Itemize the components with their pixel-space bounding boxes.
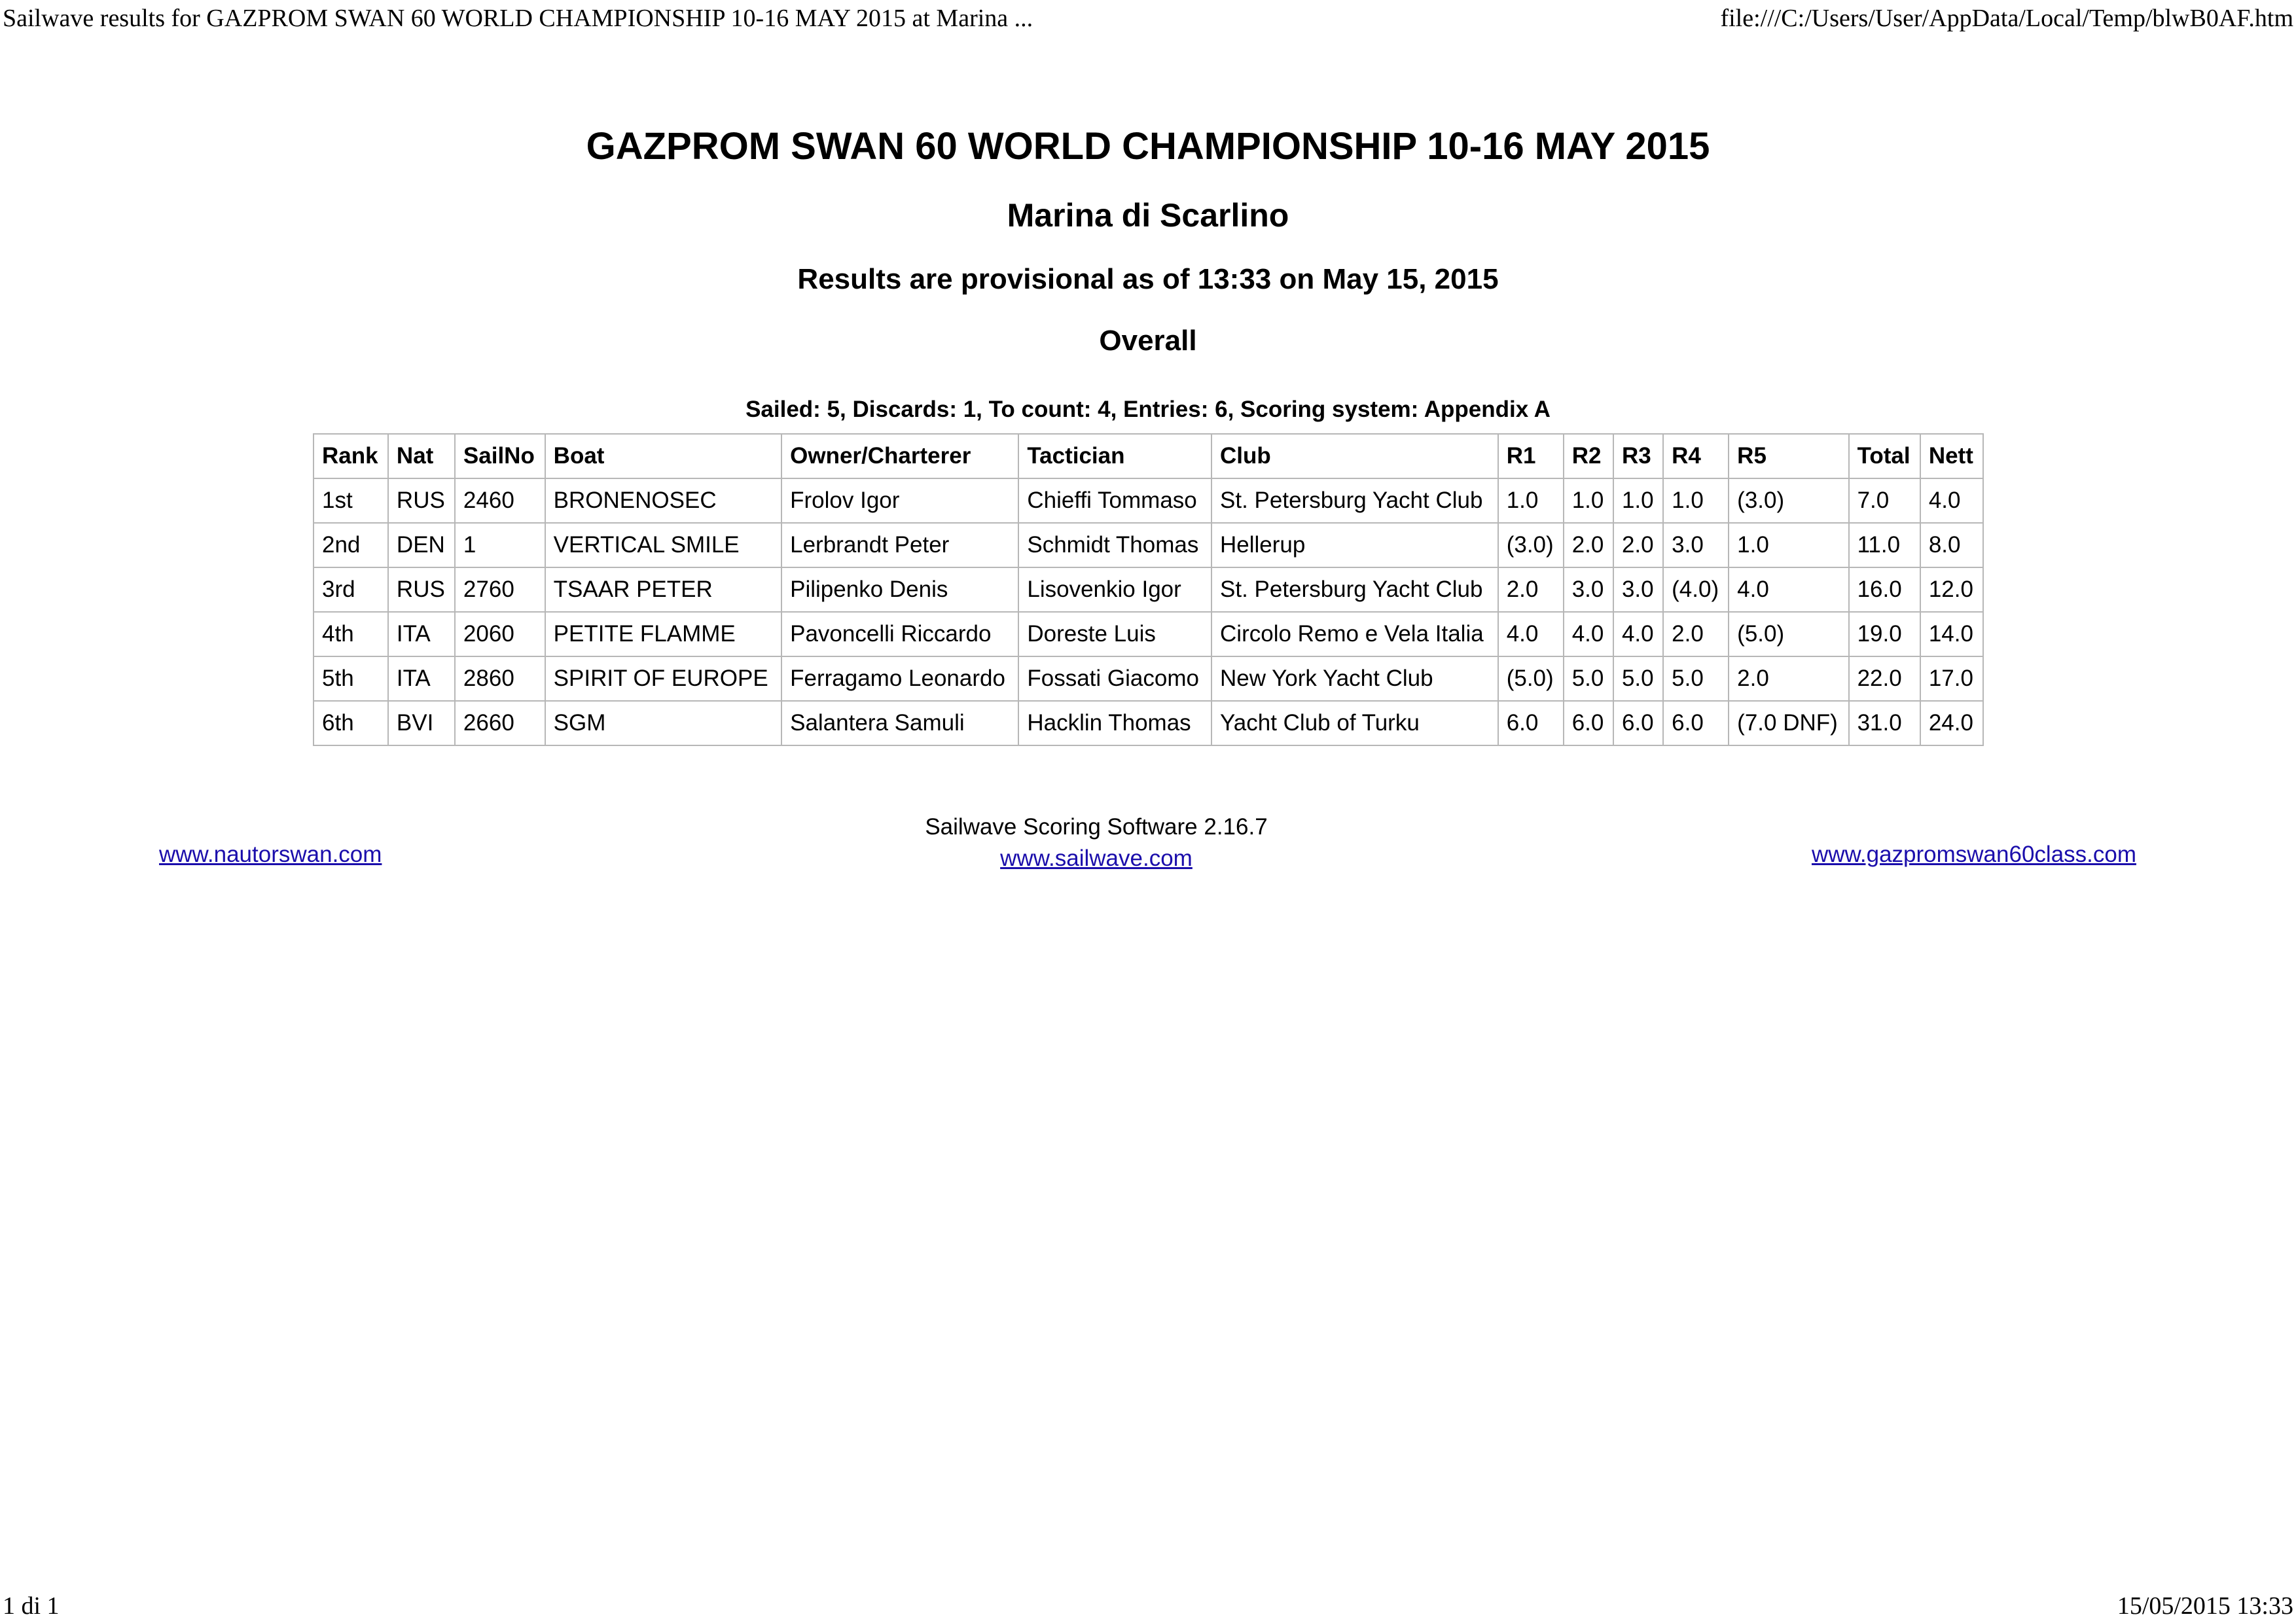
print-header-url: file:///C:/Users/User/AppData/Local/Temp/blwB0AF.htm — [1720, 5, 2293, 32]
cell-owner: Salantera Samuli — [781, 701, 1018, 745]
cell-r4: 2.0 — [1663, 612, 1729, 656]
cell-r1: 6.0 — [1498, 701, 1564, 745]
results-status: Results are provisional as of 13:33 on May 15, 2015 — [797, 263, 1499, 295]
print-header-title: Sailwave results for GAZPROM SWAN 60 WORLD CHAMPIONSHIP 10-16 MAY 2015 at Marina ... — [3, 5, 1033, 32]
cell-total: 22.0 — [1849, 656, 1920, 701]
cell-rank: 4th — [314, 612, 388, 656]
cell-r5: (5.0) — [1729, 612, 1848, 656]
cell-total: 19.0 — [1849, 612, 1920, 656]
cell-rank: 3rd — [314, 567, 388, 612]
series-summary: Sailed: 5, Discards: 1, To count: 4, Entries: 6, Scoring system: Appendix A — [745, 397, 1551, 422]
cell-club: Circolo Remo e Vela Italia — [1211, 612, 1498, 656]
cell-rank: 2nd — [314, 523, 388, 567]
cell-boat: TSAAR PETER — [545, 567, 781, 612]
venue-heading: Marina di Scarlino — [1007, 197, 1289, 234]
cell-r2: 3.0 — [1564, 567, 1613, 612]
cell-nett: 17.0 — [1920, 656, 1983, 701]
cell-nat: ITA — [388, 656, 455, 701]
cell-r4: 1.0 — [1663, 478, 1729, 523]
header-total: Total — [1849, 434, 1920, 478]
header-r2: R2 — [1564, 434, 1613, 478]
cell-boat: PETITE FLAMME — [545, 612, 781, 656]
cell-r4: 3.0 — [1663, 523, 1729, 567]
cell-r3: 6.0 — [1613, 701, 1663, 745]
cell-rank: 5th — [314, 656, 388, 701]
cell-sailno: 2760 — [455, 567, 545, 612]
print-timestamp: 15/05/2015 13:33 — [2117, 1592, 2293, 1620]
page-count: 1 di 1 — [3, 1592, 60, 1620]
cell-nett: 8.0 — [1920, 523, 1983, 567]
cell-total: 31.0 — [1849, 701, 1920, 745]
cell-nat: ITA — [388, 612, 455, 656]
cell-r1: 4.0 — [1498, 612, 1564, 656]
cell-sailno: 2660 — [455, 701, 545, 745]
header-r5: R5 — [1729, 434, 1848, 478]
results-body — [314, 478, 1983, 745]
nautorswan-link[interactable]: www.nautorswan.com — [159, 842, 382, 867]
cell-r3: 1.0 — [1613, 478, 1663, 523]
cell-r2: 5.0 — [1564, 656, 1613, 701]
cell-r3: 3.0 — [1613, 567, 1663, 612]
cell-nat: BVI — [388, 701, 455, 745]
software-credit — [920, 812, 1273, 874]
cell-tactician: Doreste Luis — [1018, 612, 1211, 656]
table-row — [314, 612, 1983, 656]
header-r4: R4 — [1663, 434, 1729, 478]
software-version: Sailwave Scoring Software 2.16.7 — [925, 814, 1268, 840]
cell-owner: Pilipenko Denis — [781, 567, 1018, 612]
cell-r3: 5.0 — [1613, 656, 1663, 701]
table-row — [314, 478, 1983, 523]
cell-owner: Frolov Igor — [781, 478, 1018, 523]
cell-r3: 2.0 — [1613, 523, 1663, 567]
cell-total: 16.0 — [1849, 567, 1920, 612]
cell-nat: DEN — [388, 523, 455, 567]
print-header — [0, 4, 2296, 33]
table-row — [314, 656, 1983, 701]
cell-r1: 1.0 — [1498, 478, 1564, 523]
sailwave-link[interactable]: www.sailwave.com — [1000, 846, 1193, 871]
cell-r1: (5.0) — [1498, 656, 1564, 701]
cell-r4: (4.0) — [1663, 567, 1729, 612]
gazpromswan60class-link[interactable]: www.gazpromswan60class.com — [1811, 842, 2136, 867]
cell-tactician: Hacklin Thomas — [1018, 701, 1211, 745]
results-header-row — [314, 434, 1983, 478]
cell-r1: (3.0) — [1498, 523, 1564, 567]
cell-club: New York Yacht Club — [1211, 656, 1498, 701]
section-heading: Overall — [1099, 325, 1197, 357]
cell-r3: 4.0 — [1613, 612, 1663, 656]
cell-total: 7.0 — [1849, 478, 1920, 523]
header-sailno: SailNo — [455, 434, 545, 478]
cell-sailno: 1 — [455, 523, 545, 567]
cell-total: 11.0 — [1849, 523, 1920, 567]
header-r1: R1 — [1498, 434, 1564, 478]
cell-boat: VERTICAL SMILE — [545, 523, 781, 567]
cell-tactician: Schmidt Thomas — [1018, 523, 1211, 567]
cell-nett: 12.0 — [1920, 567, 1983, 612]
cell-club: St. Petersburg Yacht Club — [1211, 567, 1498, 612]
header-nett: Nett — [1920, 434, 1983, 478]
cell-nat: RUS — [388, 567, 455, 612]
header-club: Club — [1211, 434, 1498, 478]
cell-r4: 5.0 — [1663, 656, 1729, 701]
cell-r5: (3.0) — [1729, 478, 1848, 523]
cell-nett: 14.0 — [1920, 612, 1983, 656]
print-footer — [0, 1592, 2296, 1620]
results-table — [313, 433, 1984, 746]
cell-boat: SPIRIT OF EUROPE — [545, 656, 781, 701]
header-nat: Nat — [388, 434, 455, 478]
cell-owner: Pavoncelli Riccardo — [781, 612, 1018, 656]
cell-rank: 6th — [314, 701, 388, 745]
cell-nat: RUS — [388, 478, 455, 523]
cell-r2: 2.0 — [1564, 523, 1613, 567]
table-row — [314, 701, 1983, 745]
cell-r1: 2.0 — [1498, 567, 1564, 612]
cell-boat: SGM — [545, 701, 781, 745]
cell-tactician: Chieffi Tommaso — [1018, 478, 1211, 523]
cell-club: Hellerup — [1211, 523, 1498, 567]
cell-tactician: Lisovenkio Igor — [1018, 567, 1211, 612]
header-rank: Rank — [314, 434, 388, 478]
cell-r2: 4.0 — [1564, 612, 1613, 656]
cell-r5: 1.0 — [1729, 523, 1848, 567]
footer-links — [0, 812, 2296, 877]
cell-sailno: 2060 — [455, 612, 545, 656]
event-title: GAZPROM SWAN 60 WORLD CHAMPIONSHIP 10-16 MAY 2015 — [586, 125, 1710, 168]
header-r3: R3 — [1613, 434, 1663, 478]
cell-r2: 6.0 — [1564, 701, 1613, 745]
cell-boat: BRONENOSEC — [545, 478, 781, 523]
cell-club: Yacht Club of Turku — [1211, 701, 1498, 745]
cell-tactician: Fossati Giacomo — [1018, 656, 1211, 701]
cell-sailno: 2460 — [455, 478, 545, 523]
table-row — [314, 523, 1983, 567]
cell-nett: 24.0 — [1920, 701, 1983, 745]
cell-sailno: 2860 — [455, 656, 545, 701]
cell-owner: Lerbrandt Peter — [781, 523, 1018, 567]
table-row — [314, 567, 1983, 612]
header-owner: Owner/Charterer — [781, 434, 1018, 478]
cell-rank: 1st — [314, 478, 388, 523]
cell-nett: 4.0 — [1920, 478, 1983, 523]
cell-r5: (7.0 DNF) — [1729, 701, 1848, 745]
cell-owner: Ferragamo Leonardo — [781, 656, 1018, 701]
cell-r5: 2.0 — [1729, 656, 1848, 701]
header-boat: Boat — [545, 434, 781, 478]
cell-r5: 4.0 — [1729, 567, 1848, 612]
cell-club: St. Petersburg Yacht Club — [1211, 478, 1498, 523]
header-tactician: Tactician — [1018, 434, 1211, 478]
cell-r2: 1.0 — [1564, 478, 1613, 523]
cell-r4: 6.0 — [1663, 701, 1729, 745]
